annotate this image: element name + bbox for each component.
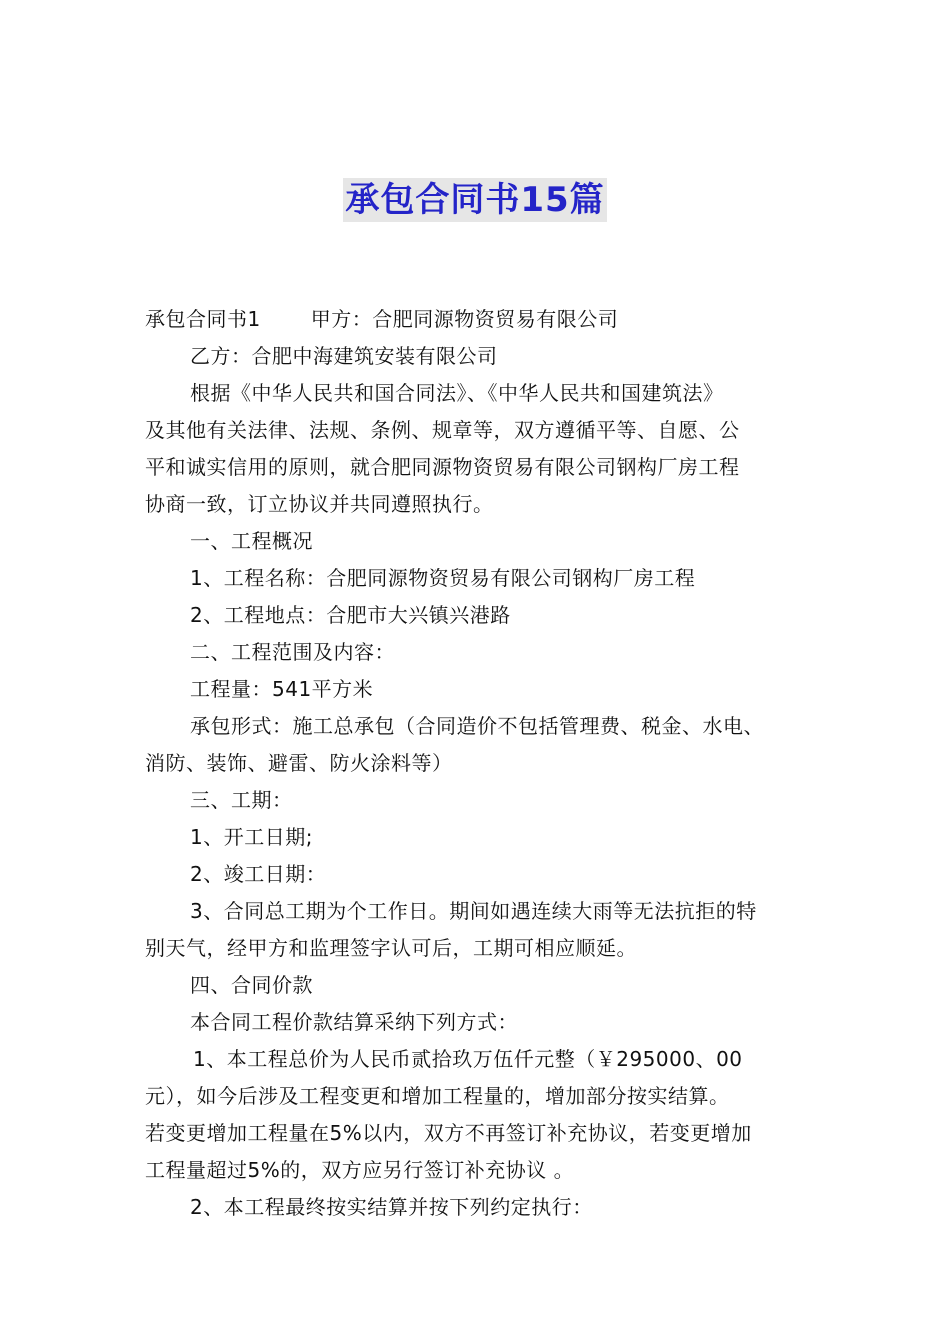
section-heading: 一、工程概况 — [190, 529, 313, 553]
document-body — [145, 301, 815, 1226]
section-heading: 承包合同书1 — [145, 307, 261, 331]
paragraph-line: 工程量超过5%的，双方应另行签订补充协议 。 — [145, 1158, 575, 1182]
paragraph-line: 平和诚实信用的原则，就合肥同源物资贸易有限公司钢构厂房工程 — [145, 455, 740, 479]
paragraph-line: 别天气，经甲方和监理签字认可后，工期可相应顺延。 — [145, 936, 637, 960]
section-heading: 三、工期： — [190, 788, 293, 812]
paragraph-line: 1、开工日期; — [190, 825, 313, 849]
section-heading: 四、合同价款 — [190, 973, 313, 997]
paragraph-line: 及其他有关法律、法规、条例、规章等，双方遵循平等、自愿、公 — [145, 418, 740, 442]
party-a: 甲方：合肥同源物资贸易有限公司 — [310, 307, 619, 331]
title-wrap — [0, 178, 950, 222]
paragraph-line: 工程量：541平方米 — [190, 677, 374, 701]
paragraph-line: 2、工程地点：合肥市大兴镇兴港路 — [190, 603, 511, 627]
paragraph-line: 2、本工程最终按实结算并按下列约定执行： — [190, 1195, 593, 1219]
paragraph-line: 3、合同总工期为个工作日。期间如遇连续大雨等无法抗拒的特 — [190, 899, 757, 923]
document-title: 承包合同书15篇 — [345, 180, 605, 220]
paragraph-line: 消防、装饰、避雷、防火涂料等） — [145, 751, 453, 775]
party-b: 乙方：合肥中海建筑安装有限公司 — [190, 344, 498, 368]
section-heading: 二、工程范围及内容： — [190, 640, 395, 664]
paragraph-line: 协商一致，订立协议并共同遵照执行。 — [145, 492, 494, 516]
paragraph-line: 若变更增加工程量在5%以内，双方不再签订补充协议，若变更增加 — [145, 1121, 752, 1145]
paragraph-line — [145, 301, 815, 338]
paragraph-line: 1、工程名称：合肥同源物资贸易有限公司钢构厂房工程 — [190, 566, 696, 590]
paragraph-line: 1、本工程总价为人民币贰拾玖万伍仟元整（￥295000、00 — [193, 1047, 743, 1071]
paragraph-line: 元），如今后涉及工程变更和增加工程量的，增加部分按实结算。 — [145, 1084, 730, 1108]
paragraph-line: 根据《中华人民共和国合同法》、《中华人民共和国建筑法》 — [190, 381, 724, 405]
paragraph-line: 承包形式：施工总承包（合同造价不包括管理费、税金、水电、 — [190, 714, 764, 738]
paragraph-line: 本合同工程价款结算采纳下列方式： — [190, 1010, 518, 1034]
paragraph-line: 2、竣工日期： — [190, 862, 327, 886]
